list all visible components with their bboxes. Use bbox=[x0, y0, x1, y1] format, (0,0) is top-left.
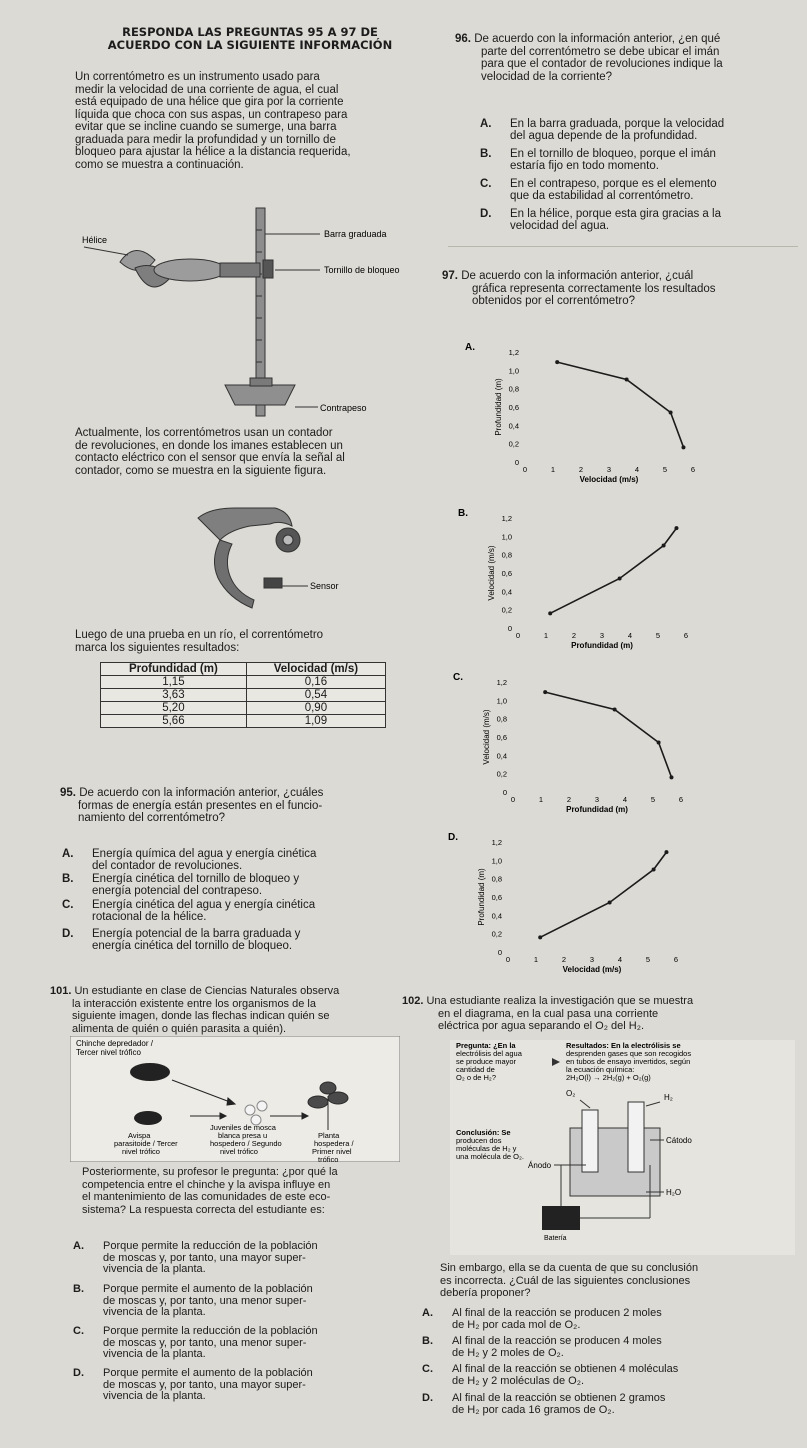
x-tick-label: 4 bbox=[622, 795, 628, 804]
option-line: En el tornillo de bloqueo, porque el imán bbox=[510, 148, 716, 160]
option-line: Al final de la reacción se obtienen 2 gramos bbox=[452, 1392, 666, 1404]
label-avispa: Avispa bbox=[128, 1131, 151, 1140]
text-line: De acuerdo con la información anterior, ¿en qué bbox=[474, 33, 721, 45]
label-tornillo: Tornillo de bloqueo bbox=[324, 265, 400, 275]
table-header-row bbox=[101, 663, 386, 676]
y-tick-label: 0,2 bbox=[496, 769, 507, 779]
text-line: competencia entre el chinche y la avispa influye en bbox=[82, 1178, 331, 1191]
conclusion-line: Conclusión: Se bbox=[456, 1128, 511, 1137]
text-line: De acuerdo con la información anterior, ¿cuáles bbox=[79, 787, 324, 799]
series-line bbox=[540, 852, 666, 937]
text-line: como se muestra a continuación. bbox=[75, 158, 244, 171]
y-tick-label: 0,8 bbox=[491, 874, 502, 884]
header-profundidad: Profundidad (m) bbox=[101, 663, 247, 676]
label-helice: Hélice bbox=[82, 235, 108, 245]
x-tick-label: 0 bbox=[510, 795, 516, 804]
question-number: 95. bbox=[60, 787, 76, 799]
option-line: de H₂ y 2 moléculas de O₂. bbox=[452, 1374, 585, 1387]
text-line: de revoluciones, en donde los imanes establecen un bbox=[75, 439, 343, 452]
series-line bbox=[545, 692, 671, 777]
option-line: de H₂ por cada mol de O₂. bbox=[452, 1318, 581, 1331]
data-point bbox=[669, 411, 673, 415]
question-97-stem bbox=[442, 270, 792, 308]
chart-option-a[interactable] bbox=[465, 338, 705, 490]
sensor-figure bbox=[180, 500, 380, 615]
cell: 1,15 bbox=[101, 676, 247, 689]
y-tick-label: 1,0 bbox=[508, 366, 519, 376]
text-line: medir la velocidad de una corriente de agua, el cual bbox=[75, 83, 339, 96]
y-tick-label: 0,6 bbox=[501, 569, 512, 578]
option-letter: D. bbox=[62, 928, 74, 940]
x-tick-label: 0 bbox=[515, 631, 521, 640]
text-line: De acuerdo con la información anterior, ¿cuál bbox=[461, 270, 694, 282]
label-sensor: Sensor bbox=[310, 581, 339, 591]
wasp-icon bbox=[134, 1111, 162, 1125]
text-line: obtenidos por el correntómetro? bbox=[472, 295, 636, 307]
text-line: alimenta de quién o quién parasita a quién). bbox=[72, 1022, 287, 1035]
x-tick-label: 2 bbox=[578, 465, 584, 474]
series-line bbox=[557, 362, 683, 447]
option-line: Al final de la reacción se producen 4 moles bbox=[452, 1335, 662, 1347]
x-tick-label: 5 bbox=[650, 795, 656, 804]
option-95-a[interactable] bbox=[62, 848, 432, 872]
y-axis-label: Profundidad (m) bbox=[494, 378, 503, 436]
label-planta: hospedera / bbox=[314, 1139, 354, 1148]
pregunta-line: electrólisis del agua bbox=[456, 1049, 522, 1058]
text-line: Actualmente, los correntómetros usan un contador bbox=[75, 427, 333, 439]
option-101-b[interactable] bbox=[73, 1284, 413, 1319]
x-tick-label: 2 bbox=[566, 795, 572, 804]
cell: 5,20 bbox=[101, 702, 247, 715]
option-letter: C. bbox=[422, 1363, 433, 1375]
x-tick-label: 0 bbox=[505, 955, 511, 964]
cell: 0,90 bbox=[246, 702, 385, 715]
option-letter: C. bbox=[73, 1325, 84, 1337]
y-axis-label: Velocidad (m/s) bbox=[487, 545, 496, 601]
option-102-a[interactable] bbox=[422, 1308, 797, 1331]
chart-option-c[interactable] bbox=[453, 668, 693, 820]
x-tick-label: 5 bbox=[645, 955, 651, 964]
conclusion-line: producen dos bbox=[456, 1136, 502, 1145]
y-tick-label: 1,0 bbox=[491, 856, 502, 866]
y-tick-label: 1,2 bbox=[491, 838, 502, 847]
option-line: del agua depende de la profundidad. bbox=[510, 130, 698, 142]
electrolysis-diagram bbox=[450, 1040, 795, 1255]
data-point bbox=[657, 741, 661, 745]
svg-text:Chinche depredador / bbox=[76, 1039, 154, 1048]
cell: 1,09 bbox=[246, 715, 385, 728]
x-axis-label: Profundidad (m) bbox=[566, 805, 628, 814]
option-96-c[interactable] bbox=[480, 178, 790, 202]
y-tick-label: 0 bbox=[497, 948, 502, 957]
label-planta: trófico bbox=[318, 1155, 339, 1162]
x-tick-label: 1 bbox=[538, 795, 544, 804]
data-point bbox=[548, 611, 552, 615]
option-line: de moscas y, por tanto, una menor super- bbox=[103, 1336, 307, 1349]
y-tick-label: 0,4 bbox=[508, 421, 519, 431]
question-number: 96. bbox=[455, 33, 471, 45]
paragraph-3 bbox=[75, 629, 435, 654]
y-tick-label: 0,8 bbox=[496, 714, 507, 724]
option-letter: B. bbox=[62, 873, 74, 885]
label-avispa: parasitoide / Tercer bbox=[114, 1139, 178, 1148]
question-95-stem bbox=[60, 787, 440, 825]
option-line: que da estabilidad al correntómetro. bbox=[510, 190, 694, 202]
data-point bbox=[652, 868, 656, 872]
label-o2: O₂ bbox=[566, 1089, 576, 1098]
text-line: en el diagrama, en la cual pasa una corriente bbox=[438, 1007, 659, 1020]
current-meter-figure bbox=[80, 200, 430, 425]
table-row bbox=[101, 715, 386, 728]
divider bbox=[448, 246, 798, 247]
option-line: Energía cinética del agua y energía cinética bbox=[92, 899, 316, 911]
option-line: En la barra graduada, porque la velocidad bbox=[510, 118, 725, 130]
option-101-c[interactable] bbox=[73, 1326, 413, 1361]
x-tick-label: 2 bbox=[561, 955, 567, 964]
x-tick-label: 4 bbox=[617, 955, 623, 964]
option-line: del contador de revoluciones. bbox=[92, 860, 243, 872]
data-point bbox=[664, 850, 668, 854]
text-line: debería proponer? bbox=[440, 1287, 531, 1299]
y-tick-label: 0,8 bbox=[501, 550, 512, 560]
conclusion-line: una molécula de O₂. bbox=[456, 1152, 524, 1161]
option-95-c[interactable] bbox=[62, 899, 432, 923]
data-point bbox=[669, 775, 673, 779]
y-tick-label: 0,4 bbox=[501, 587, 512, 597]
data-point bbox=[662, 544, 666, 548]
conclusion-line: moléculas de H₂ y bbox=[456, 1144, 517, 1153]
text-line: graduada para medir la profundidad y un tornillo de bbox=[75, 133, 336, 146]
label-h2: H₂ bbox=[664, 1093, 673, 1102]
question-96-stem bbox=[455, 33, 795, 83]
label-catodo: Cátodo bbox=[666, 1136, 692, 1145]
x-tick-label: 6 bbox=[683, 631, 689, 640]
text-line: evitar que se incline cuando se sumerge, una barra bbox=[75, 121, 337, 133]
chart-option-d[interactable] bbox=[448, 828, 688, 980]
text-line: bloqueo para ajustar la hélice a la distancia requerida, bbox=[75, 146, 351, 158]
x-tick-label: 6 bbox=[673, 955, 679, 964]
option-line: de moscas y, por tanto, una menor super- bbox=[103, 1294, 307, 1307]
option-line: Energía química del agua y energía cinética bbox=[92, 848, 317, 860]
svg-text:Tercer nivel trófico bbox=[76, 1048, 141, 1057]
option-102-c[interactable] bbox=[422, 1364, 797, 1387]
option-line: vivencia de la planta. bbox=[103, 1306, 206, 1318]
text-line: líquida que choca con sus aspas, un contrapeso para bbox=[75, 108, 348, 121]
x-tick-label: 6 bbox=[678, 795, 684, 804]
x-tick-label: 3 bbox=[594, 795, 600, 804]
label-juveniles: blanca presa u bbox=[218, 1131, 268, 1140]
x-tick-label: 1 bbox=[550, 465, 556, 474]
chart-option-letter: A. bbox=[465, 342, 475, 353]
option-line: Porque permite el aumento de la población bbox=[103, 1283, 313, 1295]
x-axis-label: Profundidad (m) bbox=[571, 641, 633, 650]
text-line: velocidad de la corriente? bbox=[481, 70, 613, 83]
y-tick-label: 1,0 bbox=[501, 532, 512, 542]
option-line: de H₂ y 2 moles de O₂. bbox=[452, 1346, 564, 1359]
x-tick-label: 4 bbox=[627, 631, 633, 640]
x-axis-label: Velocidad (m/s) bbox=[579, 475, 639, 484]
text-line: Posteriormente, su profesor le pregunta: ¿por qué la bbox=[82, 1166, 338, 1178]
option-letter: D. bbox=[73, 1367, 84, 1379]
question-102-after bbox=[440, 1262, 795, 1300]
data-point bbox=[538, 935, 542, 939]
question-101-after bbox=[82, 1166, 417, 1216]
text-line: eléctrica por agua separando el O₂ del H₂. bbox=[438, 1020, 645, 1032]
y-tick-label: 1,0 bbox=[496, 696, 507, 706]
x-tick-label: 6 bbox=[690, 465, 696, 474]
option-line: Energía cinética del tornillo de bloqueo y bbox=[92, 873, 300, 885]
option-line: Al final de la reacción se obtienen 4 moléculas bbox=[452, 1363, 679, 1375]
label-chinche: Tercer nivel trófico bbox=[76, 1048, 141, 1057]
option-line: En la hélice, porque esta gira gracias a la bbox=[510, 208, 721, 220]
y-tick-label: 0,4 bbox=[491, 911, 502, 921]
x-tick-label: 3 bbox=[606, 465, 612, 474]
x-tick-label: 1 bbox=[543, 631, 549, 640]
cell: 0,54 bbox=[246, 689, 385, 702]
text-line: namiento del correntómetro? bbox=[78, 812, 226, 824]
option-96-a[interactable] bbox=[480, 118, 790, 142]
resultados-line: desprenden gases que son recogidos bbox=[566, 1049, 692, 1058]
option-line: Porque permite la reducción de la población bbox=[103, 1325, 318, 1337]
text-line: está equipado de una hélice que gira por la corriente bbox=[75, 96, 344, 108]
option-line: de moscas y, por tanto, una mayor super- bbox=[103, 1378, 306, 1391]
option-96-b[interactable] bbox=[480, 148, 790, 172]
table-row bbox=[101, 689, 386, 702]
option-line: rotacional de la hélice. bbox=[92, 911, 207, 923]
intro-paragraph bbox=[75, 71, 435, 171]
data-point bbox=[613, 708, 617, 712]
question-number: 97. bbox=[442, 270, 458, 282]
text-line: parte del correntómetro se debe ubicar el imán bbox=[481, 45, 720, 58]
option-95-d[interactable] bbox=[62, 928, 432, 952]
label-juveniles: nivel trófico bbox=[220, 1147, 258, 1156]
option-line: de H₂ por cada 16 gramos de O₂. bbox=[452, 1403, 615, 1416]
cell: 3,63 bbox=[101, 689, 247, 702]
table-row bbox=[101, 702, 386, 715]
option-letter: C. bbox=[480, 178, 492, 190]
pregunta-line: se produce mayor bbox=[456, 1057, 517, 1066]
option-line: Energía potencial de la barra graduada y bbox=[92, 928, 301, 940]
option-line: energía potencial del contrapeso. bbox=[92, 885, 263, 897]
cell: 5,66 bbox=[101, 715, 247, 728]
x-tick-label: 0 bbox=[522, 465, 528, 474]
chart-option-b[interactable] bbox=[458, 504, 698, 656]
label-h2o: H₂O bbox=[666, 1188, 682, 1197]
y-tick-label: 0,4 bbox=[496, 751, 507, 761]
text-line: gráfica representa correctamente los resultados bbox=[472, 282, 716, 295]
option-line: estaría fijo en todo momento. bbox=[510, 160, 659, 172]
option-letter: D. bbox=[422, 1392, 433, 1404]
y-axis-label: Profundidad (m) bbox=[477, 868, 486, 926]
label-bateria: Batería bbox=[544, 1235, 567, 1242]
text-line: formas de energía están presentes en el funcio- bbox=[78, 799, 323, 812]
option-line: En el contrapeso, porque es el elemento bbox=[510, 178, 717, 190]
text-line: Un estudiante en clase de Ciencias Naturales observa bbox=[74, 985, 340, 997]
option-line: Al final de la reacción se producen 2 moles bbox=[452, 1307, 662, 1319]
data-point bbox=[555, 360, 559, 364]
heading-line-1: RESPONDA LAS PREGUNTAS 95 A 97 DE bbox=[122, 25, 378, 39]
option-line: vivencia de la planta. bbox=[103, 1390, 206, 1402]
option-102-b[interactable] bbox=[422, 1336, 797, 1359]
question-number: 101. bbox=[50, 985, 72, 997]
label-planta: Planta bbox=[318, 1131, 340, 1140]
y-axis-label: Velocidad (m/s) bbox=[482, 709, 491, 765]
text-line: contador, como se muestra en la siguiente figura. bbox=[75, 464, 327, 477]
x-tick-label: 5 bbox=[655, 631, 661, 640]
text-line: la interacción existente entre los organismos de la bbox=[72, 997, 316, 1010]
option-102-d[interactable] bbox=[422, 1393, 797, 1416]
option-letter: A. bbox=[480, 118, 492, 130]
cell: 0,16 bbox=[246, 676, 385, 689]
pregunta-line: Pregunta: ¿En la bbox=[456, 1041, 516, 1050]
option-letter: B. bbox=[480, 148, 492, 160]
y-tick-label: 0,2 bbox=[508, 439, 519, 449]
label-anodo: Ánodo bbox=[528, 1161, 552, 1170]
resultados-line: la ecuación química: bbox=[566, 1065, 635, 1074]
chart-option-letter: C. bbox=[453, 672, 463, 683]
y-tick-label: 1,2 bbox=[501, 514, 512, 523]
option-101-d[interactable] bbox=[73, 1368, 413, 1403]
series-line bbox=[550, 528, 676, 613]
text-line: Luego de una prueba en un río, el correntómetro bbox=[75, 629, 324, 641]
x-tick-label: 3 bbox=[589, 955, 595, 964]
resultados-line: Resultados: En la electrólisis se bbox=[566, 1041, 681, 1050]
option-line: Porque permite la reducción de la población bbox=[103, 1240, 318, 1252]
option-letter: A. bbox=[73, 1240, 84, 1252]
label-chinche: Chinche depredador / bbox=[76, 1039, 153, 1048]
chart-option-letter: D. bbox=[448, 832, 458, 843]
chart-option-letter: B. bbox=[458, 508, 468, 519]
question-102-stem bbox=[402, 995, 797, 1033]
resultados-line: en tubos de ensayo invertidos, según bbox=[566, 1057, 691, 1066]
x-tick-label: 3 bbox=[599, 631, 605, 640]
y-tick-label: 0 bbox=[502, 788, 507, 797]
pregunta-line: cantidad de bbox=[456, 1065, 495, 1074]
y-tick-label: 0,2 bbox=[501, 605, 512, 615]
text-line: siguiente imagen, donde las flechas indican quién se bbox=[72, 1010, 330, 1022]
question-101-stem bbox=[50, 985, 410, 1035]
option-line: Porque permite el aumento de la población bbox=[103, 1367, 313, 1379]
option-letter: B. bbox=[422, 1335, 433, 1347]
text-line: el mantenimiento de las comunidades de este eco- bbox=[82, 1191, 331, 1203]
results-table bbox=[100, 662, 386, 728]
option-letter: B. bbox=[73, 1283, 84, 1295]
heading-line-2: ACUERDO CON LA SIGUIENTE INFORMACIÓN bbox=[107, 38, 393, 52]
option-95-b[interactable] bbox=[62, 873, 432, 897]
option-letter: C. bbox=[62, 899, 74, 911]
data-point bbox=[625, 378, 629, 382]
header-velocidad: Velocidad (m/s) bbox=[246, 663, 385, 676]
text-line: para que el contador de revoluciones indique la bbox=[481, 58, 723, 70]
data-point bbox=[674, 526, 678, 530]
chinche-bug-icon bbox=[130, 1063, 170, 1081]
resultados-line: 2H₂O(l) → 2H₂(g) + O₂(g) bbox=[566, 1073, 651, 1082]
text-line: marca los siguientes resultados: bbox=[75, 641, 240, 654]
option-letter: A. bbox=[422, 1307, 433, 1319]
data-point bbox=[681, 445, 685, 449]
label-barra-graduada: Barra graduada bbox=[324, 229, 387, 239]
y-tick-label: 0 bbox=[514, 458, 519, 467]
label-juveniles: Juveniles de mosca bbox=[210, 1123, 276, 1132]
text-line: Sin embargo, ella se da cuenta de que su conclusión bbox=[440, 1262, 699, 1274]
y-tick-label: 0,6 bbox=[491, 893, 502, 902]
option-letter: A. bbox=[62, 848, 74, 860]
y-tick-label: 0,8 bbox=[508, 384, 519, 394]
x-tick-label: 4 bbox=[634, 465, 640, 474]
table-row bbox=[101, 676, 386, 689]
x-tick-label: 1 bbox=[533, 955, 539, 964]
data-point bbox=[543, 690, 547, 694]
text-line: sistema? La respuesta correcta del estudiante es: bbox=[82, 1203, 325, 1216]
option-line: velocidad del agua. bbox=[510, 220, 610, 232]
y-tick-label: 0,2 bbox=[491, 929, 502, 939]
x-axis-label: Velocidad (m/s) bbox=[562, 965, 622, 974]
paragraph-2 bbox=[75, 427, 435, 477]
label-avispa: nivel trófico bbox=[122, 1147, 160, 1156]
text-line: contacto eléctrico con el sensor que envía la señal al bbox=[75, 452, 345, 464]
question-number: 102. bbox=[402, 995, 424, 1007]
y-tick-label: 0,6 bbox=[508, 403, 519, 412]
text-line: Una estudiante realiza la investigación que se muestra bbox=[426, 995, 694, 1007]
label-planta: Primer nivel bbox=[312, 1147, 352, 1156]
x-tick-label: 5 bbox=[662, 465, 668, 474]
y-tick-label: 0 bbox=[507, 624, 512, 633]
option-letter: D. bbox=[480, 208, 492, 220]
x-tick-label: 2 bbox=[571, 631, 577, 640]
y-tick-label: 1,2 bbox=[496, 678, 507, 687]
label-juveniles: hospedero / Segundo bbox=[210, 1139, 282, 1148]
option-line: de moscas y, por tanto, una mayor super- bbox=[103, 1251, 306, 1264]
option-101-a[interactable] bbox=[73, 1241, 413, 1276]
data-point bbox=[618, 577, 622, 581]
pregunta-line: O₂ o de H₂? bbox=[456, 1073, 497, 1082]
data-point bbox=[608, 901, 612, 905]
option-96-d[interactable] bbox=[480, 208, 790, 232]
option-line: vivencia de la planta. bbox=[103, 1348, 206, 1360]
option-line: energía cinética del tornillo de bloqueo. bbox=[92, 940, 293, 952]
text-line: Un correntómetro es un instrumento usado para bbox=[75, 71, 320, 83]
y-tick-label: 0,6 bbox=[496, 733, 507, 742]
option-line: vivencia de la planta. bbox=[103, 1263, 206, 1275]
y-tick-label: 1,2 bbox=[508, 348, 519, 357]
label-contrapeso: Contrapeso bbox=[320, 403, 367, 413]
text-line: es incorrecta. ¿Cuál de las siguientes conclusiones bbox=[440, 1274, 691, 1287]
food-web-figure bbox=[70, 1036, 400, 1162]
